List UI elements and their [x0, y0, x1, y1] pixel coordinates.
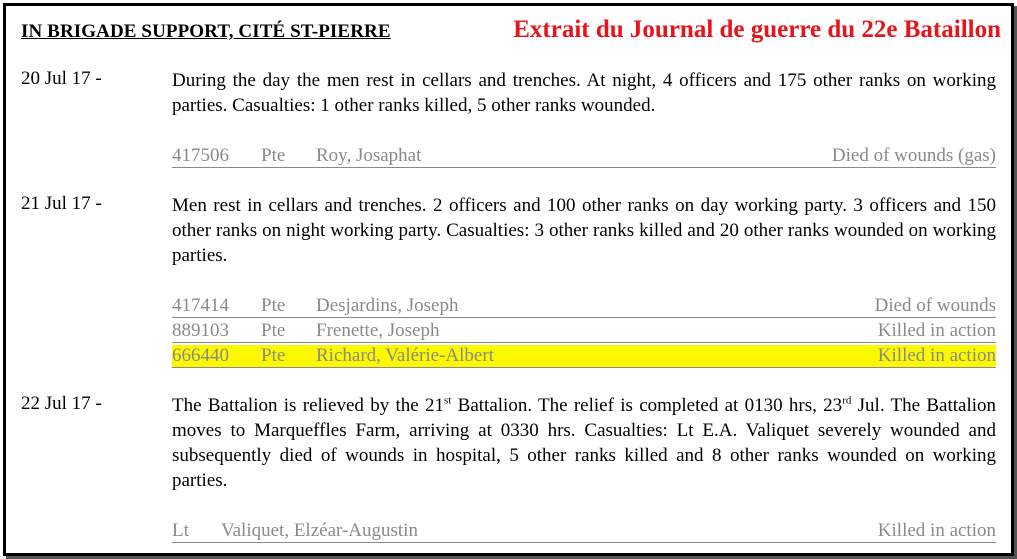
- section-heading: IN BRIGADE SUPPORT, CITÉ ST-PIERRE: [21, 21, 391, 42]
- entry-text-part: Jul. The Battalion moves to Marqueffles Farm, arriving at 0330 hrs. Casualties: Lt E.A. Valiquet severely wounded and subsequently died of wounds in hospital, 5 other ranks killed and 8 other ranks wounded on working parties.: [172, 395, 997, 491]
- casualty-row: [172, 320, 996, 343]
- fate: Killed in action: [877, 520, 996, 541]
- rank: Pte: [261, 345, 286, 366]
- entry-text-part: The Battalion is relieved by the 21: [172, 395, 445, 416]
- ordinal-suffix: st: [444, 394, 452, 407]
- soldier-name: Frenette, Joseph: [316, 320, 440, 341]
- casualty-row: [172, 520, 996, 543]
- soldier-name: Richard, Valérie-Albert: [316, 345, 494, 366]
- casualty-row-highlighted: [172, 345, 996, 368]
- entry-text: [172, 393, 996, 493]
- entry-text: During the day the men rest in cellars and trenches. At night, 4 officers and 175 other ranks on working parties. Casualties: 1 other ranks killed, 5 other ranks wounded.: [172, 70, 996, 116]
- ordinal-suffix: rd: [842, 394, 852, 407]
- service-number: 417414: [172, 295, 229, 316]
- rank: Lt: [172, 520, 189, 541]
- fate: Died of wounds: [874, 295, 996, 316]
- soldier-name: Valiquet, Elzéar-Augustin: [221, 520, 418, 541]
- entry-text: Men rest in cellars and trenches. 2 officers and 100 other ranks on day working party. 3 officers and 150 other ranks on night working party. Casualties: 3 other ranks killed and 20 other ranks wounded on working parties.: [172, 195, 996, 266]
- document-frame: [3, 3, 1014, 556]
- fate: Killed in action: [877, 320, 996, 341]
- fate: Died of wounds (gas): [831, 145, 996, 166]
- casualty-row: [172, 145, 996, 168]
- entry-date: 21 Jul 17 -: [21, 193, 102, 214]
- rank: Pte: [261, 145, 286, 166]
- soldier-name: Desjardins, Joseph: [316, 295, 459, 316]
- entry-date: 20 Jul 17 -: [21, 68, 102, 89]
- fate: Killed in action: [877, 345, 996, 366]
- rank: Pte: [261, 320, 286, 341]
- service-number: 417506: [172, 145, 229, 166]
- service-number: 666440: [172, 345, 229, 366]
- service-number: 889103: [172, 320, 229, 341]
- entry-text-part: Battalion. The relief is completed at 0130 hrs, 23: [451, 395, 843, 416]
- document-title: Extrait du Journal de guerre du 22e Bataillon: [513, 16, 1001, 43]
- rank: Pte: [261, 295, 286, 316]
- casualty-row: [172, 295, 996, 318]
- entry-date: 22 Jul 17 -: [21, 393, 102, 414]
- soldier-name: Roy, Josaphat: [316, 145, 422, 166]
